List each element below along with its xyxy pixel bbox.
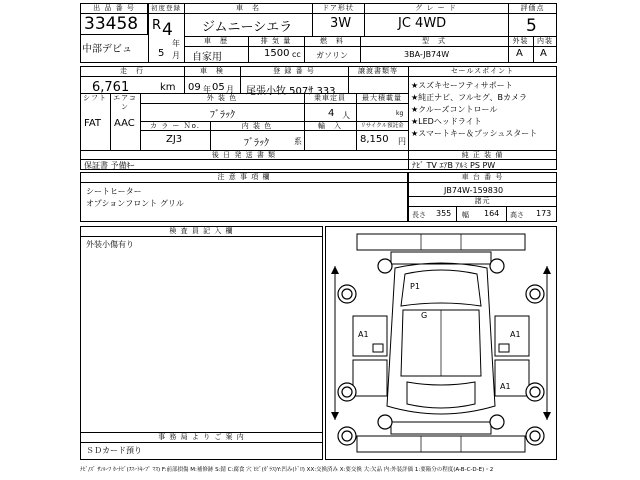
- first-reg-month: 5: [158, 48, 165, 59]
- inspection-month-unit: 月: [226, 85, 234, 94]
- kg-unit: kg: [396, 110, 404, 117]
- ext-color-label: 外 装 色: [206, 94, 238, 102]
- sales-point: ★スマートキー＆プッシュスタート: [411, 129, 538, 138]
- displacement: 1500: [264, 48, 290, 59]
- shift-value: FAT: [84, 118, 102, 129]
- registration-number: 尾張小牧 507ｻ 333: [246, 86, 336, 97]
- mileage: 6,761: [92, 80, 130, 95]
- genuine-equip-label: 純 正 装 備: [461, 151, 504, 159]
- month-unit: 月: [172, 51, 180, 60]
- docs-label: 譲渡書類等: [358, 67, 398, 75]
- km-unit: km: [160, 82, 176, 93]
- inspection-year-unit: 年: [203, 85, 211, 94]
- person-unit: 人: [342, 111, 350, 120]
- sales-point: ★スズキセーフティサポート: [411, 81, 513, 90]
- score-label: 評価点: [520, 4, 545, 12]
- first-reg-year: 4: [162, 20, 173, 40]
- length-value: 355: [436, 209, 452, 218]
- width-label: 幅: [462, 211, 469, 219]
- inspection-month: 05: [212, 82, 225, 93]
- lot-no-label: 出 品 番 号: [93, 4, 135, 12]
- aircon-label: エアコン: [113, 94, 137, 111]
- interior-rating: A: [540, 48, 547, 59]
- exterior-rating: A: [516, 48, 523, 59]
- score: 5: [526, 16, 537, 36]
- height-label: 高さ: [510, 211, 524, 219]
- vehicle-type: 自家用: [192, 52, 222, 63]
- inspector-notes-label: 検 査 員 記 入 欄: [169, 227, 234, 235]
- office-note: ＳＤカード預り: [86, 446, 142, 455]
- genuine-equipment: ﾅﾋﾞ TV ｴｱB ｱﾙﾐ PS PW: [412, 161, 496, 170]
- grade-label: グ レ ー ド: [415, 4, 457, 12]
- mileage-label: 走 行: [120, 67, 144, 75]
- capacity: 4: [328, 108, 335, 119]
- int-color-label: 内 装 色: [241, 122, 273, 130]
- chassis-number: JB74W-159830: [444, 186, 504, 195]
- chassis-label: 車 台 番 号: [461, 173, 504, 181]
- post-docs-label: 後 日 発 送 書 類: [211, 151, 277, 159]
- car-diagram: [325, 226, 557, 460]
- car-name: ジムニーシエラ: [202, 20, 293, 35]
- note-line: オプションフロント グリル: [86, 199, 184, 208]
- reg-no-label: 登 録 番 号: [273, 67, 315, 75]
- legend-footer: ﾅﾋﾞ/ｽﾞ ｻﾝﾙｰﾌ ｶｰﾅﾋﾞ(ｽﾏｰﾄｷｰﾌﾟ ﾏｽ) F:前部損傷 M:補修跡 S:錆 C:腐食 穴 ﾋﾋﾞ(ｶﾞﾗｽ)Y:凹み(ﾄﾞﾛ) XX:交換済み X:要交換 大:欠品 内:外装評価 1:要陥分の程度(A-B-C-D-E)・2: [80, 467, 494, 473]
- ext-color: ﾌﾞﾗｯｸ: [210, 110, 235, 121]
- aircon-value: AAC: [114, 118, 135, 129]
- era: R: [152, 18, 162, 33]
- exterior-rating-label: 外装: [512, 37, 529, 45]
- car-name-label: 車 名: [236, 4, 260, 12]
- interior-rating-label: 内装: [537, 37, 553, 45]
- model-label: 型 式: [422, 37, 446, 45]
- damage-mark: A1: [358, 330, 369, 339]
- damage-mark: G: [421, 311, 428, 320]
- inspector-box: [80, 226, 323, 460]
- color-no-label: カ ラ ー Ｎo.: [149, 122, 201, 130]
- damage-mark: P1: [410, 282, 420, 291]
- inspector-note: 外装小傷有り: [86, 240, 134, 249]
- lot-number: 33458: [84, 14, 139, 34]
- import-label: 輸 入: [318, 122, 342, 130]
- door-type: 3W: [330, 16, 352, 31]
- sales-point: ★クルーズコントロール: [411, 105, 498, 114]
- inspection-year: 09: [188, 82, 201, 93]
- sales-point: ★LEDヘッドライト: [411, 117, 482, 126]
- door-label: ドア形状: [322, 4, 354, 12]
- first-reg-label: 初度登録: [151, 4, 181, 12]
- displacement-label: 排 気 量: [260, 37, 292, 45]
- damage-mark: A1: [510, 330, 521, 339]
- venue-name: 中部デビュ: [82, 44, 132, 55]
- fuel: ガソリン: [316, 51, 348, 60]
- notes-label: 注 意 事 項 欄: [217, 173, 271, 181]
- yen-unit: 円: [398, 137, 406, 146]
- int-color: ﾌﾞﾗｯｸ: [244, 138, 269, 149]
- sales-point: ★純正ナビ、フルセグ、Bカメラ: [411, 93, 527, 102]
- damage-mark: A1: [500, 382, 511, 391]
- max-load-label: 最大積載量: [362, 94, 402, 102]
- note-line: シートヒーター: [86, 187, 142, 196]
- cc-unit: cc: [292, 50, 301, 59]
- kei-unit: 系: [294, 137, 302, 146]
- recycle-label: リサイクル預託金: [360, 123, 404, 129]
- dimensions-label: 諸元: [474, 197, 491, 205]
- length-label: 長さ: [412, 211, 426, 219]
- office-notes-label: 事 務 局 よ り ご 案 内: [158, 433, 245, 441]
- sales-points-label: セールスポイント: [450, 67, 515, 75]
- capacity-label: 乗車定員: [314, 94, 346, 102]
- color-code: ZJ3: [166, 134, 183, 145]
- fuel-label: 燃 料: [320, 37, 344, 45]
- vehicle-type-label: 車 歴: [204, 37, 228, 45]
- model-code: 3BA-JB74W: [404, 50, 450, 59]
- width-value: 164: [484, 209, 500, 218]
- inspection-label: 車 検: [200, 67, 224, 75]
- shift-label: シフト: [83, 94, 107, 102]
- grade: JC 4WD: [398, 16, 447, 31]
- post-docs: 保証書 予備ｷｰ: [84, 161, 135, 170]
- recycle-fee: 8,150: [360, 134, 389, 145]
- year-unit: 年: [172, 39, 180, 48]
- height-value: 173: [536, 209, 552, 218]
